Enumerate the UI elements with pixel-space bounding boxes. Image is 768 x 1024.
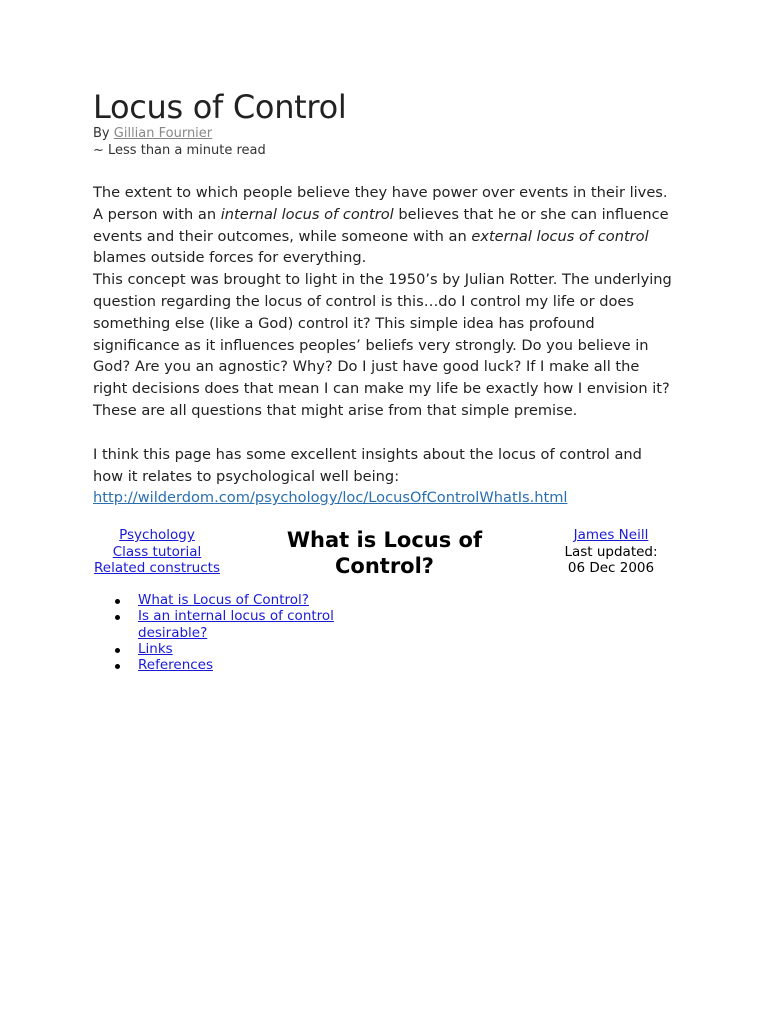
nav-link-psychology[interactable]: Psychology: [119, 527, 195, 543]
updated-date: 06 Dec 2006: [567, 560, 655, 576]
toc-link-links[interactable]: Links: [138, 640, 173, 657]
paragraph-recommendation: [93, 444, 673, 509]
author-link[interactable]: Gillian Fournier: [113, 126, 213, 141]
toc-link-internal-desirable[interactable]: Is an internal locus of control desirable?: [138, 608, 334, 641]
paragraph-gap: [93, 422, 673, 444]
article: [93, 88, 673, 509]
article-body: [93, 182, 673, 509]
paragraph-definition: [93, 182, 673, 269]
bullet-icon: [115, 599, 120, 604]
bullet-icon: [115, 648, 120, 653]
embed-author-link[interactable]: James Neill: [573, 527, 649, 543]
embed-meta: [542, 527, 680, 577]
nav-link-class-tutorial[interactable]: Class tutorial: [112, 543, 202, 560]
read-time: ~ Less than a minute read: [93, 143, 266, 158]
paragraph-text: blames outside forces for everything.: [93, 249, 367, 267]
toc-item: [108, 657, 378, 673]
paragraph-history: This concept was brought to light in the 1950’s by Julian Rotter. The underlying question regarding the locus of control is this…do I control my life or does something else (like a God) control it? This simple idea has profound significance as it influences peoples’ beliefs very strongly. Do you believe in God? Are you an agnostic? Why? Do I just have good luck? If I make all the right decisions does that mean I can make my life be exactly how I envision it? These are all questions that might arise from that simple premise.: [93, 271, 672, 419]
bullet-icon: [115, 664, 120, 669]
updated-label: Last updated:: [564, 543, 658, 560]
toc-item: [108, 592, 378, 608]
embedded-page: [92, 527, 672, 687]
embed-nav: [92, 527, 222, 577]
emphasis-internal: internal locus of control: [220, 205, 394, 223]
wilderdom-link[interactable]: http://wilderdom.com/psychology/loc/LocusOfControlWhatIs.html: [93, 489, 568, 507]
toc-link-what-is[interactable]: What is Locus of Control?: [138, 592, 309, 608]
paragraph-text: The extent to which people believe they have power over events in their lives. A person with an: [93, 184, 668, 223]
article-title: Locus of Control: [93, 88, 347, 126]
toc-item: [108, 608, 378, 641]
nav-link-related-constructs[interactable]: Related constructs: [94, 560, 220, 576]
toc-link-references[interactable]: References: [138, 657, 214, 674]
toc-item: [108, 641, 378, 657]
by-label: By: [93, 126, 110, 141]
paragraph-text: believes that he or she can influence events and their outcomes, while someone with an: [93, 205, 669, 245]
emphasis-external: external locus of control: [471, 227, 649, 245]
table-of-contents: [108, 592, 378, 673]
embed-heading: What is Locus of Control?: [286, 528, 483, 578]
paragraph-text: I think this page has some excellent insights about the locus of control and how it relates to psychological well being:: [93, 445, 642, 485]
bullet-icon: [115, 615, 120, 620]
byline: [93, 126, 673, 142]
